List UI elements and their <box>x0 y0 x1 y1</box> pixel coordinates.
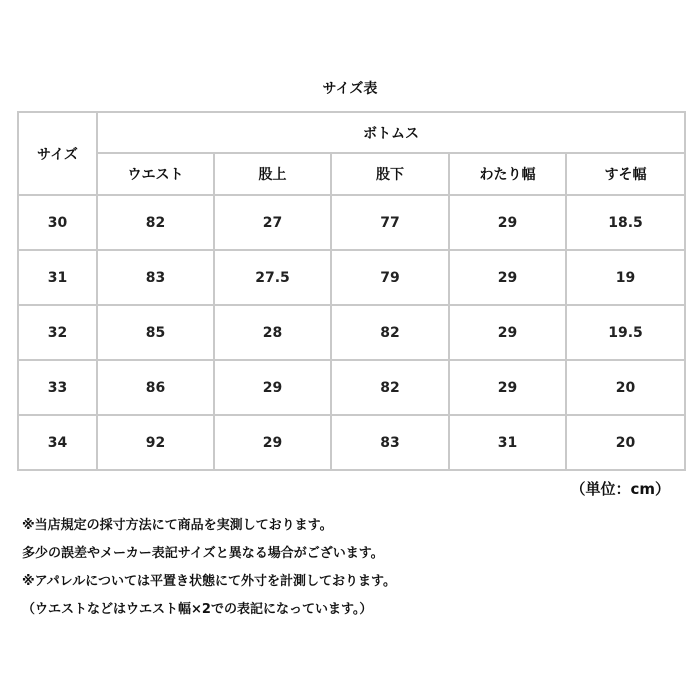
table-row <box>18 195 685 250</box>
waist-cell: 83 <box>97 250 214 305</box>
inseam-cell: 82 <box>331 360 449 415</box>
hem-width-cell: 18.5 <box>566 195 685 250</box>
bottoms-group-header: ボトムス <box>97 112 685 153</box>
hem-width-cell: 19 <box>566 250 685 305</box>
note-line: （ウエストなどはウエスト幅×2での表記になっています。） <box>22 602 373 617</box>
note-line: ※当店規定の採寸方法にて商品を実測しております。 <box>22 518 333 533</box>
size-cell: 32 <box>18 305 97 360</box>
unit-label: （単位：cm） <box>570 480 670 498</box>
thigh-width-cell: 29 <box>449 250 566 305</box>
waist-cell: 86 <box>97 360 214 415</box>
waist-cell: 82 <box>97 195 214 250</box>
column-header-rise: 股上 <box>214 153 331 195</box>
waist-cell: 85 <box>97 305 214 360</box>
column-header-inseam: 股下 <box>331 153 449 195</box>
hem-width-cell: 20 <box>566 415 685 470</box>
inseam-cell: 83 <box>331 415 449 470</box>
thigh-width-cell: 29 <box>449 195 566 250</box>
size-cell: 33 <box>18 360 97 415</box>
rise-cell: 29 <box>214 415 331 470</box>
inseam-cell: 82 <box>331 305 449 360</box>
rise-cell: 29 <box>214 360 331 415</box>
column-header-waist: ウエスト <box>97 153 214 195</box>
column-header-thigh-width: わたり幅 <box>449 153 566 195</box>
hem-width-cell: 20 <box>566 360 685 415</box>
note-line: ※アパレルについては平置き状態にて外寸を計測しております。 <box>22 574 396 589</box>
size-column-header: サイズ <box>18 112 97 195</box>
rise-cell: 27 <box>214 195 331 250</box>
rise-cell: 27.5 <box>214 250 331 305</box>
table-row <box>18 305 685 360</box>
column-header-hem-width: すそ幅 <box>566 153 685 195</box>
inseam-cell: 79 <box>331 250 449 305</box>
thigh-width-cell: 29 <box>449 360 566 415</box>
header-row-columns <box>18 153 685 195</box>
thigh-width-cell: 29 <box>449 305 566 360</box>
measurement-notes <box>22 512 682 624</box>
size-cell: 34 <box>18 415 97 470</box>
header-row-group <box>18 112 685 153</box>
waist-cell: 92 <box>97 415 214 470</box>
inseam-cell: 77 <box>331 195 449 250</box>
size-cell: 30 <box>18 195 97 250</box>
hem-width-cell: 19.5 <box>566 305 685 360</box>
table-row <box>18 250 685 305</box>
thigh-width-cell: 31 <box>449 415 566 470</box>
size-table <box>17 111 686 471</box>
table-title: サイズ表 <box>322 81 378 97</box>
note-line: 多少の誤差やメーカー表記サイズと異なる場合がございます。 <box>22 546 384 561</box>
size-cell: 31 <box>18 250 97 305</box>
rise-cell: 28 <box>214 305 331 360</box>
table-row <box>18 360 685 415</box>
table-row <box>18 415 685 470</box>
